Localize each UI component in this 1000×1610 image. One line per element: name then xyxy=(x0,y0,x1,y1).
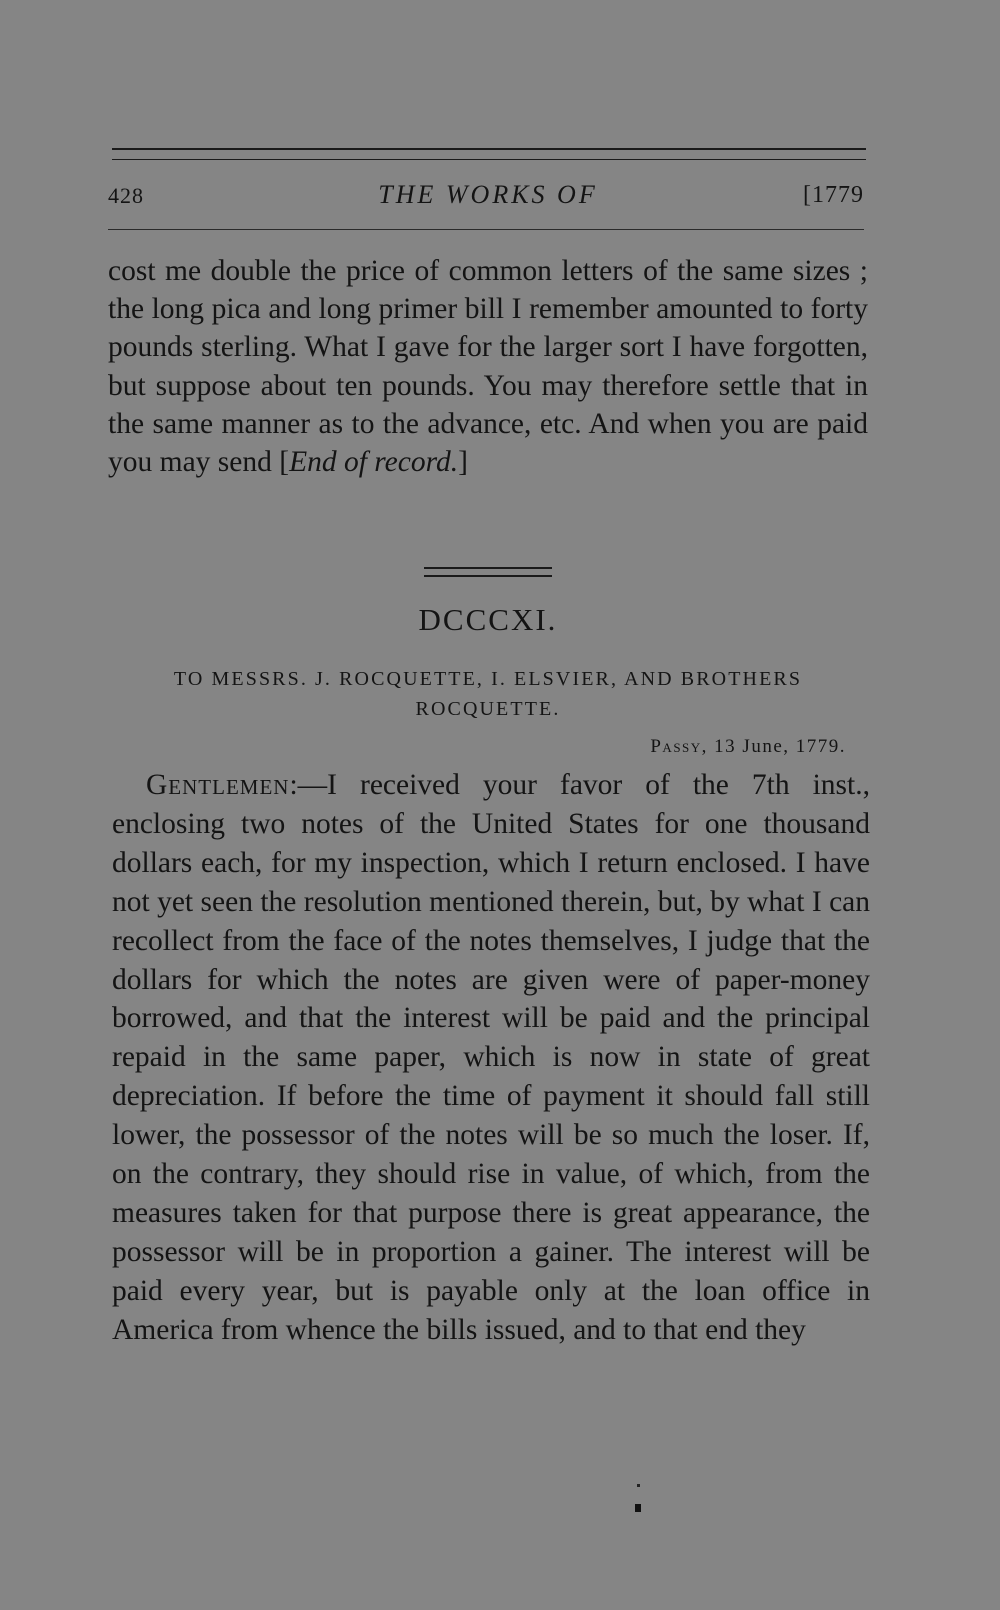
letter-address: TO MESSRS. J. ROCQUETTE, I. ELSVIER, AND BROTHERS ROCQUETTE. xyxy=(173,668,803,720)
page-number: 428 xyxy=(108,183,144,208)
bracket-open: [ xyxy=(279,446,290,479)
header-double-rule xyxy=(112,148,866,160)
letter-number: DCCCXI. xyxy=(418,602,558,637)
printer-mark-dot xyxy=(637,1484,640,1487)
dateline xyxy=(650,736,846,758)
header-rule xyxy=(108,229,864,230)
continued-paragraph xyxy=(108,252,868,481)
continued-text: cost me double the price of common letters of the same sizes ; the long pica and long primer bill I remember amounted to forty pounds sterling. What I gave for the larger sort I have forgotten, but suppose about ten pounds. You may therefore settle that in the same manner as to the advance, etc. And when you are paid you may send xyxy=(108,255,868,479)
printer-mark xyxy=(635,1484,641,1514)
letter-body xyxy=(112,766,870,1350)
running-title: THE WORKS OF xyxy=(378,180,598,209)
dateline-date: 13 June, 1779. xyxy=(714,736,846,757)
running-head xyxy=(108,180,868,214)
running-year: [1779 xyxy=(803,182,864,208)
end-of-record-note: End of record. xyxy=(289,446,459,479)
dateline-place: Passy, xyxy=(650,736,708,757)
section-divider xyxy=(424,567,552,577)
salutation: Gentlemen xyxy=(146,769,290,801)
bracket-close: ] xyxy=(458,446,468,479)
printer-mark-square xyxy=(635,1504,641,1512)
letter-text: :—I received your favor of the 7th inst., enclosing two notes of the United States for one thousand dollars each, for my inspection, which I return enclosed. I have not yet seen the resolution mentioned therein, but, by what I can recollect from the face of the notes themselves, I judge that the dollars for which the notes are given were of paper-money borrowed, and that the interest will be paid and the principal repaid in the same paper, which is now in state of great depreciation. If before the time of payment it should fall still lower, the possessor of the notes will be so much the loser. If, on the contrary, they should rise in value, of which, from the measures taken for that purpose there is great appearance, the possessor will be in proportion a gainer. The interest will be paid every year, but is payable only at the loan office in America from whence the bills issued, and to that end they xyxy=(112,769,870,1346)
